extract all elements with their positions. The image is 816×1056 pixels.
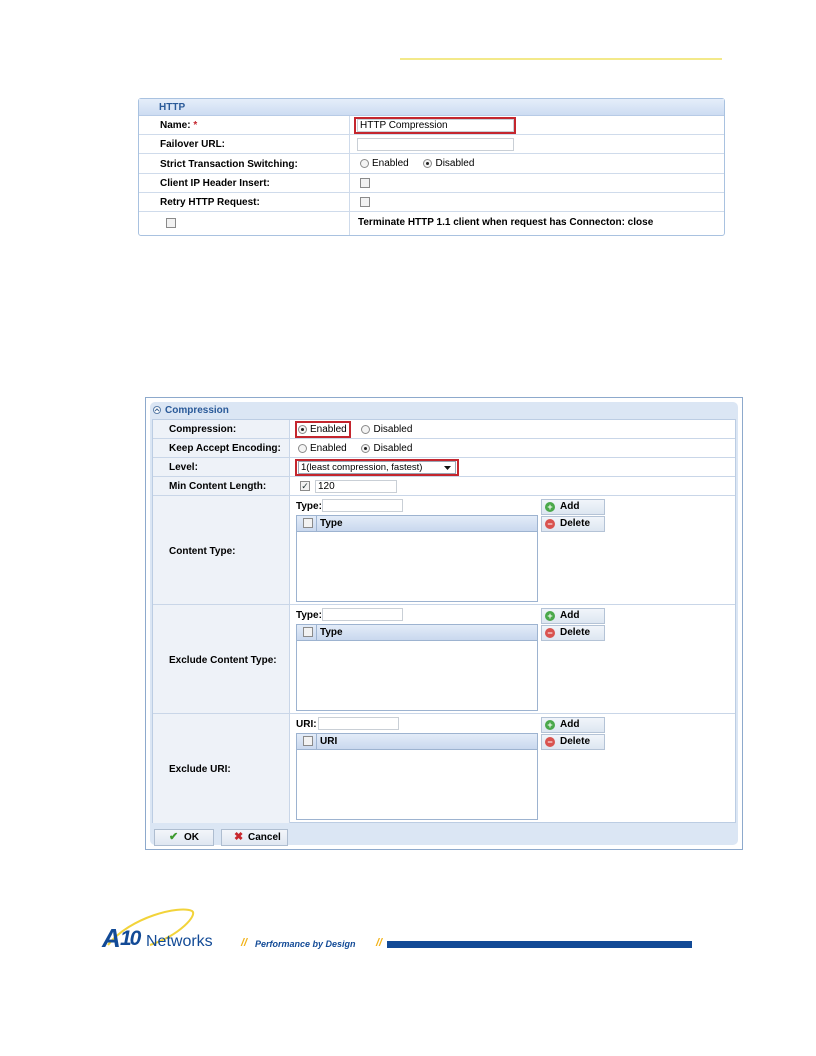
retry-row [139,193,724,212]
min-content-checkbox[interactable]: ✓ [301,481,309,491]
uri-grid [296,733,538,820]
level-select-value: 1(least compression, fastest) [301,462,423,473]
uri-field-label: URI: [296,719,317,730]
compression-form [152,419,736,823]
exclude-type-field-label: Type: [296,610,322,621]
exclude-uri-label: Exclude URI: [169,764,231,775]
min-content-value [290,477,735,496]
highlight-box [295,421,351,438]
delete-button[interactable]: − Delete [541,516,605,532]
keep-accept-disabled-radio[interactable] [361,444,370,453]
logo-slashes: // [376,937,383,949]
strict-disabled-radio[interactable] [423,159,432,168]
keep-accept-value [290,439,735,458]
exclude-type-input[interactable] [322,608,403,621]
brand-bar [387,941,692,948]
header-rule [400,58,722,60]
compression-enabled-label: Enabled [310,424,347,435]
compression-panel-title: Compression [165,405,229,416]
column-header: Type [320,627,343,638]
exclude-content-type-value [290,605,735,714]
select-all-checkbox[interactable] [303,627,313,637]
http-panel [138,98,725,236]
compression-disabled-radio[interactable] [361,425,370,434]
delete-button[interactable]: − Delete [541,625,605,641]
client-ip-label: Client IP Header Insert: [160,178,270,189]
strict-disabled-label: Disabled [435,158,475,169]
http-panel-title: HTTP [139,99,724,116]
strict-row [139,154,724,174]
client-ip-checkbox[interactable] [360,178,370,188]
keep-accept-disabled-label: Disabled [373,443,413,454]
content-type-field-label: Type: [296,501,322,512]
required-mark: * [193,120,198,131]
min-content-label: Min Content Length: [169,481,267,492]
logo-tagline: Performance by Design [255,939,356,949]
exclude-uri-value [290,714,735,823]
strict-enabled-label: Enabled [372,158,409,169]
failover-row [139,135,724,154]
strict-label: Strict Transaction Switching: [160,159,298,170]
logo-networks: Networks [146,933,213,950]
keep-accept-enabled-radio[interactable] [298,444,307,453]
failover-url-input[interactable] [357,138,514,151]
add-button[interactable]: + Add [541,717,605,733]
keep-accept-enabled-label: Enabled [310,443,347,454]
select-all-checkbox[interactable] [303,518,313,528]
compression-disabled-label: Disabled [373,424,413,435]
keep-accept-label: Keep Accept Encoding: [169,443,281,454]
terminate-checkbox[interactable] [166,218,176,228]
retry-label: Retry HTTP Request: [160,197,260,208]
compression-value [290,420,735,439]
close-icon: ✖ [234,831,244,843]
terminate-row [139,212,724,235]
delete-icon: − [545,519,555,529]
add-icon: + [545,720,555,730]
delete-icon: − [545,628,555,638]
highlight-box [354,117,516,134]
name-label: Name: * [160,120,198,131]
highlight-box [295,459,459,476]
name-row [139,116,724,135]
delete-button[interactable]: − Delete [541,734,605,750]
logo-number: 10 [120,927,140,950]
ok-button[interactable]: ✔ OK [154,829,214,846]
retry-checkbox[interactable] [360,197,370,207]
compression-panel-header [150,402,738,419]
add-button[interactable]: + Add [541,499,605,515]
name-input[interactable]: HTTP Compression [357,119,514,132]
strict-enabled-radio[interactable] [360,159,369,168]
column-header: Type [320,518,343,529]
content-type-label: Content Type: [169,546,236,557]
compression-panel [145,397,743,850]
select-all-checkbox[interactable] [303,736,313,746]
column-header: URI [320,736,338,747]
uri-input[interactable] [318,717,399,730]
level-value [290,458,735,477]
exclude-type-grid [296,624,538,711]
add-icon: + [545,611,555,621]
terminate-label: Terminate HTTP 1.1 client when request has Connecton: close [358,217,654,228]
add-icon: + [545,502,555,512]
content-type-grid [296,515,538,602]
check-icon: ✔ [169,831,179,843]
failover-label: Failover URL: [160,139,226,150]
delete-icon: − [545,737,555,747]
compression-label: Compression: [169,424,237,435]
exclude-content-type-label: Exclude Content Type: [169,655,277,666]
logo-slashes: // [241,937,248,949]
a10-logo [100,905,400,965]
level-label: Level: [169,462,198,473]
content-type-input[interactable] [322,499,403,512]
logo-letter: A [102,923,121,953]
cancel-button[interactable]: ✖ Cancel [221,829,288,846]
client-ip-row [139,174,724,193]
collapse-icon[interactable] [153,406,161,414]
add-button[interactable]: + Add [541,608,605,624]
min-content-input[interactable]: 120 [315,480,397,493]
content-type-value [290,496,735,605]
